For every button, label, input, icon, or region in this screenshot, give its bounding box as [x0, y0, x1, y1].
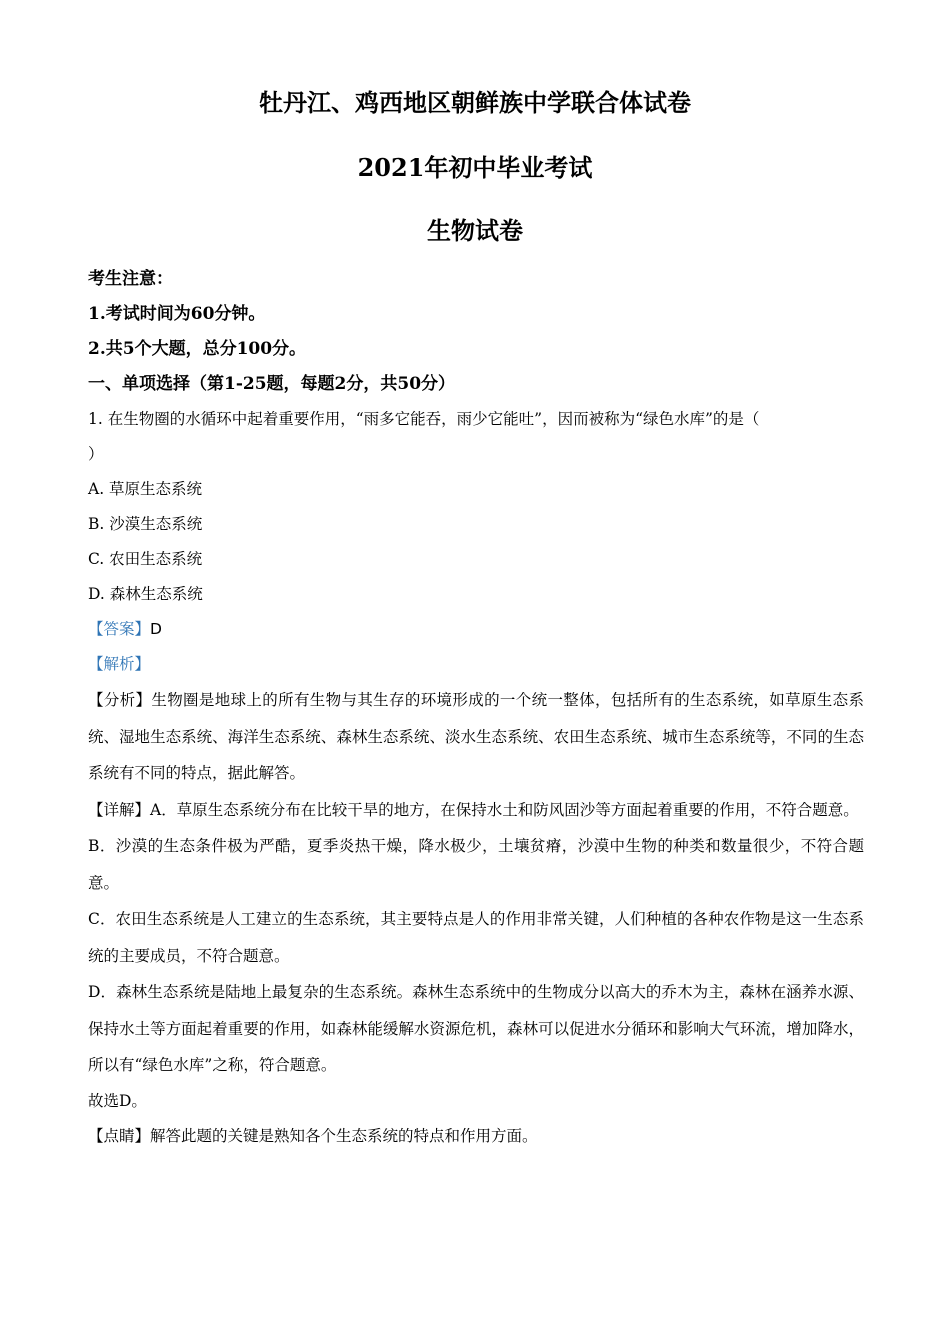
option-b: B. 沙漠生态系统 [88, 515, 203, 533]
xiangjie-a-text: A．草原生态系统分布在比较干旱的地方，在保持水土和防风固沙等方面起着重要的作用，不符合题意。 [150, 800, 859, 819]
xiangjie-paragraph-a [88, 792, 864, 829]
xiangjie-paragraph-d: D．森林生态系统是陆地上最复杂的生态系统。森林生态系统中的生物成分以高大的乔木为主，森林在涵养水源、保持水土等方面起着重要的作用，如森林能缓解水资源危机，森林可以促进水分循环和影响大气环流，增加降水，所以有“绿色水库”之称，符合题意。 [88, 983, 864, 1074]
fenxi-paragraph [88, 682, 864, 792]
dianjing-text: 解答此题的关键是熟知各个生态系统的特点和作用方面。 [150, 1126, 538, 1145]
analysis-label: 【解析】 [88, 655, 151, 673]
notice-item-2: 2.共5个大题，总分100分。 [88, 339, 307, 359]
answer-line [88, 612, 864, 647]
dianjing-label: 【点睛】 [88, 1126, 151, 1145]
xiangjie-paragraph-c: C．农田生态系统是人工建立的生态系统，其主要特点是人的作用非常关键，人们种植的各种农作物是这一生态系统的主要成员，不符合题意。 [88, 910, 864, 965]
answer-label: 【答案】 [88, 620, 151, 638]
exam-title-line2: 2021年初中毕业考试 [357, 153, 593, 182]
fenxi-text: 生物圈是地球上的所有生物与其生存的环境形成的一个统一整体，包括所有的生态系统，如草原生态系统、湿地生态系统、海洋生态系统、森林生态系统、淡水生态系统、农田生态系统、城市生态系统等，不同的生态系统有不同的特点，据此解答。 [88, 691, 864, 782]
option-d: D. 森林生态系统 [88, 585, 203, 603]
notice-item-1: 1.考试时间为60分钟。 [88, 304, 266, 324]
exam-title-line3: 生物试卷 [427, 216, 523, 245]
dianjing-line [88, 1119, 864, 1154]
option-a: A. 草原生态系统 [88, 480, 203, 498]
conclusion-line: 故选D。 [88, 1091, 147, 1110]
exam-title-line1: 牡丹江、鸡西地区朝鲜族中学联合体试卷 [259, 88, 691, 117]
xiangjie-paragraph-b: B．沙漠的生态条件极为严酷，夏季炎热干燥，降水极少，土壤贫瘠，沙漠中生物的种类和数量很少，不符合题意。 [88, 837, 864, 892]
exam-body [88, 262, 864, 1154]
answer-value: D [150, 620, 162, 638]
question-stem-line1: 1. 在生物圈的水循环中起着重要作用，“雨多它能吞，雨少它能吐”，因而被称为“绿色水库”的是（ [88, 410, 760, 428]
section-heading: 一、单项选择（第1-25题，每题2分，共50分） [88, 374, 456, 394]
option-c: C. 农田生态系统 [88, 550, 203, 568]
xiangjie-label: 【详解】 [88, 800, 151, 819]
fenxi-label: 【分析】 [88, 691, 152, 709]
notice-heading: 考生注意： [88, 269, 173, 289]
question-stem-line2: ） [88, 445, 104, 463]
